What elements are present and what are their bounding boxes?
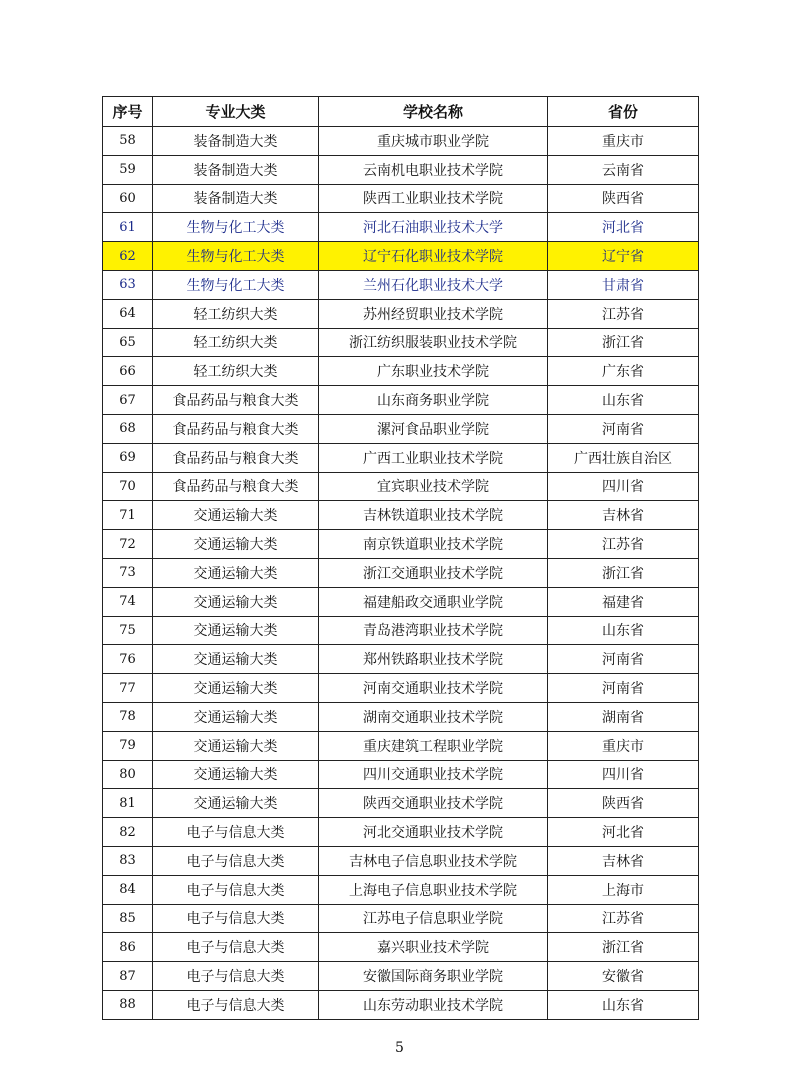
table-row	[103, 328, 699, 357]
table-row	[103, 530, 699, 559]
cell-school: 河北交通职业技术学院	[319, 818, 548, 847]
header-school: 学校名称	[319, 97, 548, 127]
cell-number: 72	[103, 530, 153, 559]
cell-school: 青岛港湾职业技术学院	[319, 616, 548, 645]
cell-province: 上海市	[548, 875, 699, 904]
cell-category: 电子与信息大类	[153, 904, 319, 933]
cell-category: 交通运输大类	[153, 760, 319, 789]
cell-school: 郑州铁路职业技术学院	[319, 645, 548, 674]
cell-number: 64	[103, 299, 153, 328]
cell-number: 83	[103, 846, 153, 875]
cell-school: 浙江纺织服装职业技术学院	[319, 328, 548, 357]
cell-province: 吉林省	[548, 501, 699, 530]
cell-province: 湖南省	[548, 702, 699, 731]
page-number: 5	[395, 1040, 404, 1056]
table-row	[103, 702, 699, 731]
cell-number: 73	[103, 558, 153, 587]
cell-category: 交通运输大类	[153, 674, 319, 703]
table-row	[103, 933, 699, 962]
cell-category: 生物与化工大类	[153, 242, 319, 271]
cell-school: 河南交通职业技术学院	[319, 674, 548, 703]
cell-number: 67	[103, 386, 153, 415]
cell-number: 85	[103, 904, 153, 933]
cell-number: 58	[103, 127, 153, 156]
cell-province: 云南省	[548, 155, 699, 184]
cell-school: 广东职业技术学院	[319, 357, 548, 386]
cell-school: 河北石油职业技术大学	[319, 213, 548, 242]
table-row	[103, 443, 699, 472]
cell-category: 交通运输大类	[153, 616, 319, 645]
cell-school: 云南机电职业技术学院	[319, 155, 548, 184]
header-number: 序号	[103, 97, 153, 127]
table-row	[103, 789, 699, 818]
cell-category: 轻工纺织大类	[153, 328, 319, 357]
cell-number: 75	[103, 616, 153, 645]
cell-category: 电子与信息大类	[153, 875, 319, 904]
table-row	[103, 184, 699, 213]
cell-category: 食品药品与粮食大类	[153, 414, 319, 443]
table-row	[103, 904, 699, 933]
cell-number: 77	[103, 674, 153, 703]
table-row	[103, 558, 699, 587]
cell-province: 重庆市	[548, 731, 699, 760]
cell-school: 宜宾职业技术学院	[319, 472, 548, 501]
table-row	[103, 616, 699, 645]
cell-category: 交通运输大类	[153, 702, 319, 731]
cell-number: 79	[103, 731, 153, 760]
document-page	[102, 96, 698, 1020]
cell-school: 重庆城市职业学院	[319, 127, 548, 156]
cell-category: 食品药品与粮食大类	[153, 443, 319, 472]
cell-category: 交通运输大类	[153, 501, 319, 530]
cell-school: 辽宁石化职业技术学院	[319, 242, 548, 271]
cell-category: 交通运输大类	[153, 789, 319, 818]
cell-category: 装备制造大类	[153, 155, 319, 184]
cell-school: 浙江交通职业技术学院	[319, 558, 548, 587]
cell-number: 65	[103, 328, 153, 357]
cell-school: 陕西交通职业技术学院	[319, 789, 548, 818]
table-row	[103, 846, 699, 875]
cell-number: 74	[103, 587, 153, 616]
cell-number: 81	[103, 789, 153, 818]
cell-number: 61	[103, 213, 153, 242]
cell-province: 福建省	[548, 587, 699, 616]
cell-province: 陕西省	[548, 789, 699, 818]
cell-school: 陕西工业职业技术学院	[319, 184, 548, 213]
table-row	[103, 299, 699, 328]
cell-category: 电子与信息大类	[153, 962, 319, 991]
cell-category: 交通运输大类	[153, 645, 319, 674]
table-row	[103, 731, 699, 760]
cell-province: 广东省	[548, 357, 699, 386]
cell-province: 河北省	[548, 213, 699, 242]
cell-province: 广西壮族自治区	[548, 443, 699, 472]
cell-province: 山东省	[548, 990, 699, 1019]
cell-province: 河北省	[548, 818, 699, 847]
cell-province: 河南省	[548, 414, 699, 443]
cell-number: 80	[103, 760, 153, 789]
cell-category: 生物与化工大类	[153, 213, 319, 242]
table-row	[103, 990, 699, 1019]
table-header-row	[103, 97, 699, 127]
cell-province: 吉林省	[548, 846, 699, 875]
cell-category: 电子与信息大类	[153, 818, 319, 847]
header-category: 专业大类	[153, 97, 319, 127]
cell-province: 河南省	[548, 645, 699, 674]
table-row	[103, 127, 699, 156]
cell-province: 江苏省	[548, 299, 699, 328]
cell-school: 湖南交通职业技术学院	[319, 702, 548, 731]
cell-number: 60	[103, 184, 153, 213]
cell-number: 69	[103, 443, 153, 472]
cell-number: 86	[103, 933, 153, 962]
cell-province: 重庆市	[548, 127, 699, 156]
cell-province: 辽宁省	[548, 242, 699, 271]
cell-number: 71	[103, 501, 153, 530]
cell-category: 交通运输大类	[153, 558, 319, 587]
cell-number: 70	[103, 472, 153, 501]
cell-number: 88	[103, 990, 153, 1019]
table-row	[103, 587, 699, 616]
table-row	[103, 242, 699, 271]
cell-category: 轻工纺织大类	[153, 357, 319, 386]
cell-province: 山东省	[548, 616, 699, 645]
cell-school: 重庆建筑工程职业学院	[319, 731, 548, 760]
cell-school: 江苏电子信息职业学院	[319, 904, 548, 933]
cell-number: 68	[103, 414, 153, 443]
cell-school: 广西工业职业技术学院	[319, 443, 548, 472]
table-row	[103, 155, 699, 184]
cell-province: 江苏省	[548, 904, 699, 933]
cell-category: 电子与信息大类	[153, 933, 319, 962]
cell-number: 87	[103, 962, 153, 991]
table-row	[103, 501, 699, 530]
table-row	[103, 386, 699, 415]
table-row	[103, 213, 699, 242]
cell-province: 四川省	[548, 760, 699, 789]
cell-province: 浙江省	[548, 328, 699, 357]
cell-school: 安徽国际商务职业学院	[319, 962, 548, 991]
table-row	[103, 472, 699, 501]
table-row	[103, 962, 699, 991]
cell-province: 浙江省	[548, 558, 699, 587]
cell-province: 山东省	[548, 386, 699, 415]
cell-province: 河南省	[548, 674, 699, 703]
cell-category: 交通运输大类	[153, 530, 319, 559]
cell-category: 电子与信息大类	[153, 990, 319, 1019]
cell-school: 山东商务职业学院	[319, 386, 548, 415]
cell-category: 轻工纺织大类	[153, 299, 319, 328]
cell-school: 苏州经贸职业技术学院	[319, 299, 548, 328]
table-row	[103, 414, 699, 443]
cell-number: 62	[103, 242, 153, 271]
cell-category: 装备制造大类	[153, 184, 319, 213]
table-row	[103, 270, 699, 299]
cell-school: 山东劳动职业技术学院	[319, 990, 548, 1019]
cell-province: 陕西省	[548, 184, 699, 213]
cell-number: 66	[103, 357, 153, 386]
cell-number: 84	[103, 875, 153, 904]
cell-school: 吉林电子信息职业技术学院	[319, 846, 548, 875]
cell-province: 甘肃省	[548, 270, 699, 299]
cell-school: 吉林铁道职业技术学院	[319, 501, 548, 530]
cell-category: 食品药品与粮食大类	[153, 386, 319, 415]
table-row	[103, 645, 699, 674]
cell-province: 江苏省	[548, 530, 699, 559]
cell-school: 嘉兴职业技术学院	[319, 933, 548, 962]
header-province: 省份	[548, 97, 699, 127]
cell-number: 76	[103, 645, 153, 674]
cell-number: 59	[103, 155, 153, 184]
table-row	[103, 875, 699, 904]
cell-category: 生物与化工大类	[153, 270, 319, 299]
cell-school: 四川交通职业技术学院	[319, 760, 548, 789]
cell-category: 交通运输大类	[153, 587, 319, 616]
cell-number: 82	[103, 818, 153, 847]
cell-school: 福建船政交通职业学院	[319, 587, 548, 616]
table-row	[103, 357, 699, 386]
cell-province: 安徽省	[548, 962, 699, 991]
cell-school: 兰州石化职业技术大学	[319, 270, 548, 299]
cell-number: 63	[103, 270, 153, 299]
table-row	[103, 760, 699, 789]
cell-category: 食品药品与粮食大类	[153, 472, 319, 501]
table-row	[103, 674, 699, 703]
cell-province: 浙江省	[548, 933, 699, 962]
cell-category: 装备制造大类	[153, 127, 319, 156]
cell-category: 电子与信息大类	[153, 846, 319, 875]
cell-province: 四川省	[548, 472, 699, 501]
cell-number: 78	[103, 702, 153, 731]
cell-school: 南京铁道职业技术学院	[319, 530, 548, 559]
table-row	[103, 818, 699, 847]
cell-category: 交通运输大类	[153, 731, 319, 760]
cell-school: 漯河食品职业学院	[319, 414, 548, 443]
cell-school: 上海电子信息职业技术学院	[319, 875, 548, 904]
schools-table	[102, 96, 699, 1020]
